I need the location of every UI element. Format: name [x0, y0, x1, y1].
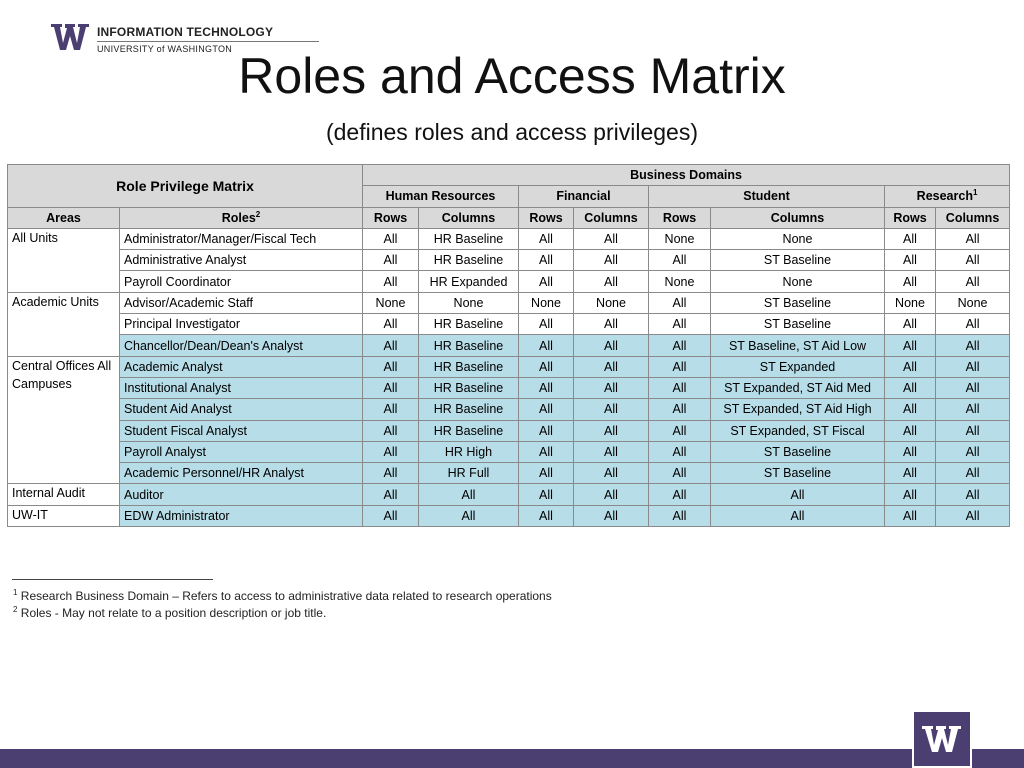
- role-cell: Student Aid Analyst: [120, 399, 363, 420]
- table-row: [8, 271, 1010, 292]
- table-row: [8, 250, 1010, 271]
- footnote-1-mark: 1: [13, 588, 18, 597]
- res-columns-cell: All: [936, 420, 1010, 441]
- domain-human-resources: Human Resources: [363, 186, 519, 207]
- res-columns-cell: All: [936, 399, 1010, 420]
- st-rows-cell: None: [649, 271, 711, 292]
- roles-footnote-mark: 2: [255, 209, 261, 219]
- st-rows-cell: None: [649, 228, 711, 249]
- hr-columns-cell: HR Baseline: [419, 335, 519, 356]
- fin-rows-cell: All: [519, 250, 574, 271]
- st-columns-cell: ST Baseline: [711, 250, 885, 271]
- fin-rows-cell: None: [519, 292, 574, 313]
- table-row: [8, 335, 1010, 356]
- fin-columns-cell: All: [574, 505, 649, 526]
- hr-rows-cell: All: [363, 505, 419, 526]
- res-rows-cell: All: [885, 250, 936, 271]
- res-rows-cell: None: [885, 292, 936, 313]
- table-row: [8, 420, 1010, 441]
- st-columns-cell: ST Baseline: [711, 314, 885, 335]
- hr-rows-cell: All: [363, 484, 419, 505]
- st-columns-cell: ST Expanded, ST Fiscal: [711, 420, 885, 441]
- footnote-1-text: Research Business Domain – Refers to access to administrative data related to research operations: [20, 589, 552, 603]
- fin-columns-cell: All: [574, 228, 649, 249]
- logo-divider: [97, 41, 319, 42]
- table-row: [8, 441, 1010, 462]
- st-columns-cell: ST Expanded: [711, 356, 885, 377]
- res-columns-cell: All: [936, 441, 1010, 462]
- role-cell: Chancellor/Dean/Dean's Analyst: [120, 335, 363, 356]
- role-cell: EDW Administrator: [120, 505, 363, 526]
- res-columns-cell: All: [936, 356, 1010, 377]
- st-rows-cell: All: [649, 292, 711, 313]
- res-rows-cell: All: [885, 420, 936, 441]
- hr-columns-cell: HR Full: [419, 463, 519, 484]
- hr-rows-cell: All: [363, 356, 419, 377]
- hr-rows-cell: All: [363, 228, 419, 249]
- st-columns-cell: ST Expanded, ST Aid Med: [711, 377, 885, 398]
- st-rows-cell: All: [649, 399, 711, 420]
- footnote-2-text: Roles - May not relate to a position description or job title.: [20, 606, 327, 620]
- res-columns-header: Columns: [936, 207, 1010, 228]
- hr-rows-cell: All: [363, 463, 419, 484]
- table-row: [8, 484, 1010, 505]
- fin-columns-cell: All: [574, 314, 649, 335]
- fin-columns-cell: All: [574, 463, 649, 484]
- hr-columns-cell: HR High: [419, 441, 519, 462]
- domain-research: [885, 186, 1010, 207]
- res-rows-cell: All: [885, 228, 936, 249]
- role-cell: Student Fiscal Analyst: [120, 420, 363, 441]
- area-cell: Academic Units: [8, 292, 120, 356]
- role-cell: Payroll Coordinator: [120, 271, 363, 292]
- table-row: [8, 314, 1010, 335]
- res-rows-header: Rows: [885, 207, 936, 228]
- table-row: [8, 292, 1010, 313]
- st-columns-cell: None: [711, 228, 885, 249]
- org-name: INFORMATION TECHNOLOGY: [97, 25, 274, 39]
- st-rows-cell: All: [649, 484, 711, 505]
- res-rows-cell: All: [885, 271, 936, 292]
- st-rows-cell: All: [649, 441, 711, 462]
- res-columns-cell: All: [936, 314, 1010, 335]
- fin-rows-cell: All: [519, 335, 574, 356]
- role-cell: Administrator/Manager/Fiscal Tech: [120, 228, 363, 249]
- st-rows-cell: All: [649, 505, 711, 526]
- hr-columns-header: Columns: [419, 207, 519, 228]
- role-cell: Academic Personnel/HR Analyst: [120, 463, 363, 484]
- hr-rows-header: Rows: [363, 207, 419, 228]
- fin-columns-cell: All: [574, 356, 649, 377]
- hr-rows-cell: All: [363, 335, 419, 356]
- hr-columns-cell: All: [419, 505, 519, 526]
- fin-rows-cell: All: [519, 505, 574, 526]
- hr-columns-cell: HR Baseline: [419, 399, 519, 420]
- roles-header-label: Roles: [221, 210, 256, 225]
- hr-columns-cell: HR Expanded: [419, 271, 519, 292]
- role-cell: Payroll Analyst: [120, 441, 363, 462]
- role-cell: Administrative Analyst: [120, 250, 363, 271]
- fin-columns-cell: All: [574, 420, 649, 441]
- fin-columns-header: Columns: [574, 207, 649, 228]
- fin-rows-header: Rows: [519, 207, 574, 228]
- hr-columns-cell: None: [419, 292, 519, 313]
- hr-columns-cell: HR Baseline: [419, 420, 519, 441]
- st-rows-cell: All: [649, 356, 711, 377]
- st-rows-cell: All: [649, 420, 711, 441]
- domain-research-label: Research: [916, 189, 973, 204]
- table-row: [8, 399, 1010, 420]
- table-row: [8, 228, 1010, 249]
- uw-w-badge-icon: [914, 712, 970, 766]
- st-rows-header: Rows: [649, 207, 711, 228]
- hr-rows-cell: All: [363, 441, 419, 462]
- st-rows-cell: All: [649, 250, 711, 271]
- st-columns-cell: None: [711, 271, 885, 292]
- hr-rows-cell: All: [363, 250, 419, 271]
- st-columns-cell: All: [711, 505, 885, 526]
- fin-rows-cell: All: [519, 314, 574, 335]
- table-row: [8, 356, 1010, 377]
- hr-rows-cell: All: [363, 377, 419, 398]
- footnote-2-mark: 2: [13, 605, 18, 614]
- footnote-1: [13, 589, 552, 603]
- area-cell: Central Offices All Campuses: [8, 356, 120, 484]
- res-rows-cell: All: [885, 314, 936, 335]
- fin-columns-cell: All: [574, 441, 649, 462]
- business-domains-header: Business Domains: [363, 165, 1010, 186]
- st-rows-cell: All: [649, 335, 711, 356]
- table-row: [8, 463, 1010, 484]
- table-row: [8, 377, 1010, 398]
- domain-financial: Financial: [519, 186, 649, 207]
- footnote-divider: [12, 579, 213, 580]
- area-cell: Internal Audit: [8, 484, 120, 505]
- st-columns-cell: ST Baseline, ST Aid Low: [711, 335, 885, 356]
- domain-student: Student: [649, 186, 885, 207]
- res-columns-cell: All: [936, 335, 1010, 356]
- fin-rows-cell: All: [519, 441, 574, 462]
- hr-rows-cell: All: [363, 271, 419, 292]
- fin-rows-cell: All: [519, 484, 574, 505]
- role-cell: Academic Analyst: [120, 356, 363, 377]
- fin-rows-cell: All: [519, 271, 574, 292]
- role-cell: Auditor: [120, 484, 363, 505]
- fin-rows-cell: All: [519, 377, 574, 398]
- res-rows-cell: All: [885, 335, 936, 356]
- fin-rows-cell: All: [519, 356, 574, 377]
- st-rows-cell: All: [649, 377, 711, 398]
- st-columns-cell: ST Baseline: [711, 463, 885, 484]
- st-columns-cell: All: [711, 484, 885, 505]
- fin-rows-cell: All: [519, 399, 574, 420]
- res-columns-cell: All: [936, 377, 1010, 398]
- hr-rows-cell: All: [363, 399, 419, 420]
- res-columns-cell: All: [936, 505, 1010, 526]
- table-row: [8, 505, 1010, 526]
- page-subtitle: (defines roles and access privileges): [325, 119, 698, 145]
- roles-header: [120, 207, 363, 228]
- st-columns-cell: ST Baseline: [711, 441, 885, 462]
- res-columns-cell: All: [936, 271, 1010, 292]
- res-rows-cell: All: [885, 399, 936, 420]
- fin-rows-cell: All: [519, 420, 574, 441]
- hr-columns-cell: HR Baseline: [419, 377, 519, 398]
- areas-header: Areas: [8, 207, 120, 228]
- fin-columns-cell: All: [574, 399, 649, 420]
- res-columns-cell: All: [936, 484, 1010, 505]
- fin-rows-cell: All: [519, 463, 574, 484]
- research-footnote-mark: 1: [972, 188, 978, 198]
- res-rows-cell: All: [885, 441, 936, 462]
- res-columns-cell: None: [936, 292, 1010, 313]
- res-rows-cell: All: [885, 356, 936, 377]
- role-cell: Advisor/Academic Staff: [120, 292, 363, 313]
- res-columns-cell: All: [936, 463, 1010, 484]
- area-cell: All Units: [8, 228, 120, 292]
- st-rows-cell: All: [649, 463, 711, 484]
- st-columns-cell: ST Expanded, ST Aid High: [711, 399, 885, 420]
- uw-badge: [912, 710, 972, 768]
- fin-columns-cell: All: [574, 335, 649, 356]
- matrix-title: Role Privilege Matrix: [8, 165, 363, 208]
- role-cell: Institutional Analyst: [120, 377, 363, 398]
- area-cell: UW-IT: [8, 505, 120, 526]
- fin-columns-cell: All: [574, 377, 649, 398]
- res-columns-cell: All: [936, 250, 1010, 271]
- res-rows-cell: All: [885, 463, 936, 484]
- fin-columns-cell: All: [574, 271, 649, 292]
- fin-columns-cell: All: [574, 484, 649, 505]
- page-title: Roles and Access Matrix: [238, 48, 786, 104]
- hr-rows-cell: All: [363, 314, 419, 335]
- res-rows-cell: All: [885, 484, 936, 505]
- hr-columns-cell: HR Baseline: [419, 314, 519, 335]
- res-rows-cell: All: [885, 505, 936, 526]
- st-columns-header: Columns: [711, 207, 885, 228]
- hr-columns-cell: HR Baseline: [419, 228, 519, 249]
- footer-bar: [0, 749, 1024, 768]
- hr-columns-cell: All: [419, 484, 519, 505]
- res-rows-cell: All: [885, 377, 936, 398]
- fin-columns-cell: None: [574, 292, 649, 313]
- footnote-2: [13, 606, 326, 620]
- hr-columns-cell: HR Baseline: [419, 356, 519, 377]
- role-privilege-matrix: [7, 164, 1010, 527]
- st-columns-cell: ST Baseline: [711, 292, 885, 313]
- hr-rows-cell: All: [363, 420, 419, 441]
- res-columns-cell: All: [936, 228, 1010, 249]
- hr-columns-cell: HR Baseline: [419, 250, 519, 271]
- fin-columns-cell: All: [574, 250, 649, 271]
- st-rows-cell: All: [649, 314, 711, 335]
- fin-rows-cell: All: [519, 228, 574, 249]
- university-name: UNIVERSITY of WASHINGTON: [97, 44, 233, 54]
- hr-rows-cell: None: [363, 292, 419, 313]
- role-cell: Principal Investigator: [120, 314, 363, 335]
